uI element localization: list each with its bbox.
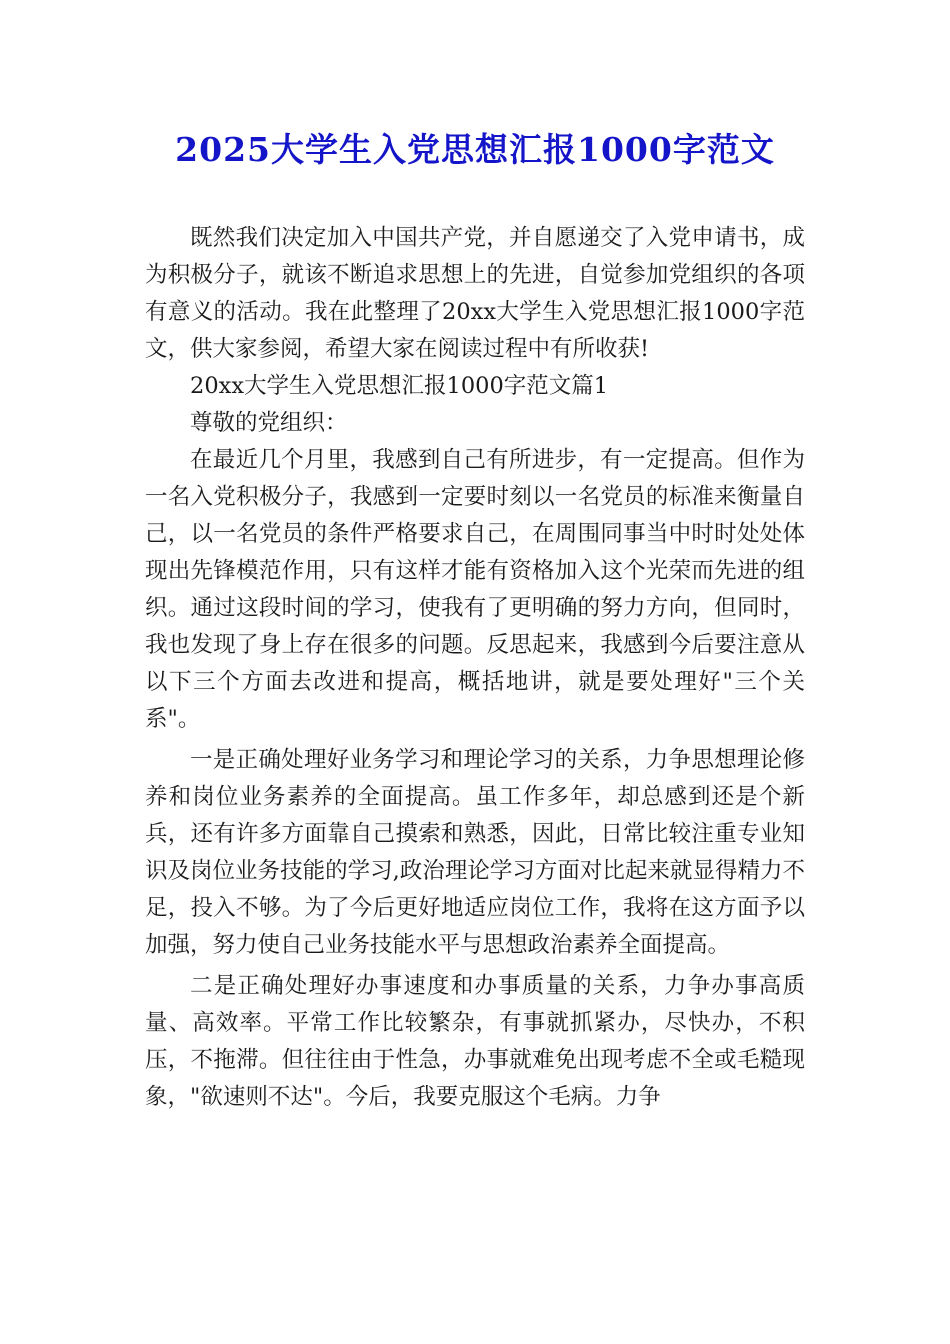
document-title: 2025大学生入党思想汇报1000字范文 xyxy=(175,130,775,169)
section-heading: 20xx大学生入党思想汇报1000字范文篇1 xyxy=(190,373,609,399)
body-paragraph: 在最近几个月里，我感到自己有所进步，有一定提高。但作为一名入党积极分子，我感到一定要时刻以一名党员的标准来衡量自己，以一名党员的条件严格要求自己，在周围同事当中时时处处体现出先锋模范作用，只有这样才能有资格加入这个光荣而先进的组织。通过这段时间的学习，使我有了更明确的努力方向，但同时，我也发现了身上存在很多的问题。反思起来，我感到今后要注意从以下三个方面去改进和提高，概括地讲，就是要处理好"三个关系"。 xyxy=(145,447,805,732)
body-paragraph: 一是正确处理好业务学习和理论学习的关系，力争思想理论修养和岗位业务素养的全面提高。虽工作多年，却总感到还是个新兵，还有许多方面靠自己摸索和熟悉，因此，日常比较注重专业知识及岗位业务技能的学习,政治理论学习方面对比起来就显得精力不足，投入不够。为了今后更好地适应岗位工作，我将在这方面予以加强，努力使自己业务技能水平与思想政治素养全面提高。 xyxy=(145,747,805,958)
document-body xyxy=(145,220,805,1116)
body-paragraph: 二是正确处理好办事速度和办事质量的关系，力争办事高质量、高效率。平常工作比较繁杂，有事就抓紧办，尽快办，不积压，不拖滞。但往往由于性急，办事就难免出现考虑不全或毛糙现象，"欲速则不达"。今后，我要克服这个毛病。力争 xyxy=(145,973,805,1110)
intro-paragraph: 既然我们决定加入中国共产党，并自愿递交了入党申请书，成为积极分子，就该不断追求思想上的先进，自觉参加党组织的各项有意义的活动。我在此整理了20xx大学生入党思想汇报1000字范文，供大家参阅，希望大家在阅读过程中有所收获! xyxy=(145,225,805,362)
salutation: 尊敬的党组织： xyxy=(190,410,348,436)
